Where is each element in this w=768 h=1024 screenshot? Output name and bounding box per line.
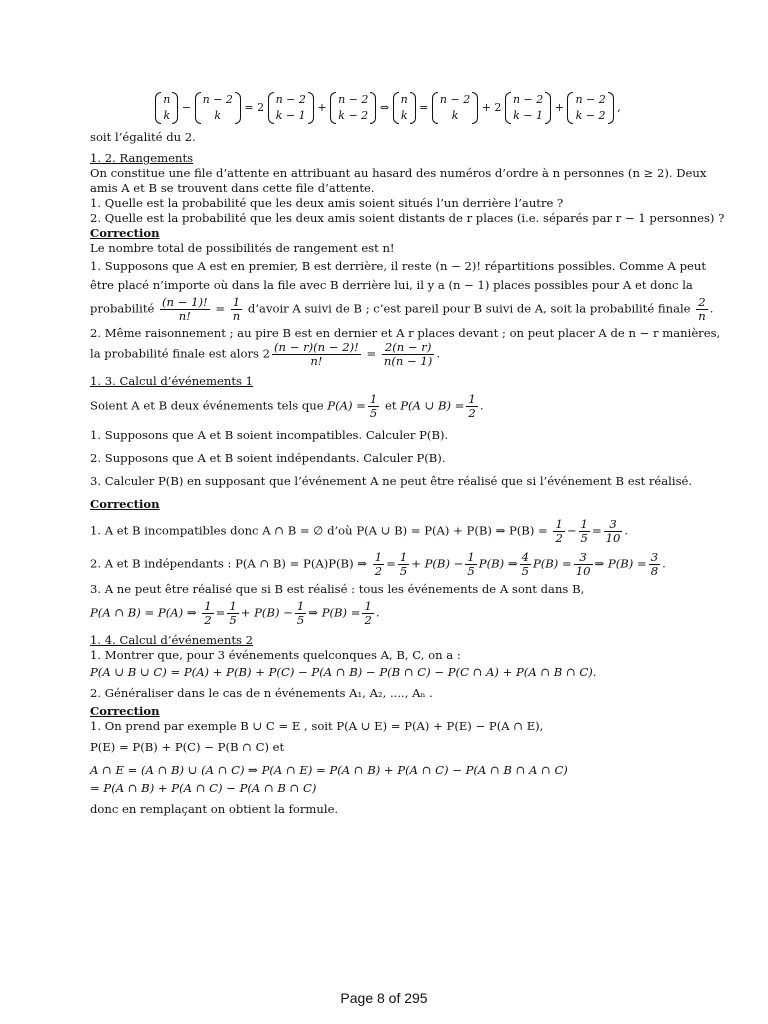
- s13-given: Soient A et B deux événements tels que P(A) = $\frac{1}{5}$ et P(A ∪ B) = $\frac{1}{2}$ .: [90, 392, 484, 420]
- s13-correction-2: 2. A et B indépendants : P(A ∩ B) = P(A)P(B) ⇒ $\frac{1}{2}$ = $\frac{1}{5}$ + P(B) − $\frac{1}{5}$ P(B) ⇒ $\frac{4}{5}$ P(B) = $\frac{3}{10}$ ⇒ P(B) = $\frac{3}{8}$ .: [90, 550, 666, 578]
- s13-correction-3-eq: P(A ∩ B) = P(A) ⇒ $\frac{1}{2}$ = $\frac{1}{5}$ + P(B) − $\frac{1}{5}$ ⇒ P(B) = $\frac{1}{2}$ .: [90, 599, 380, 627]
- s12-answer-1-line-1: 1. Supposons que A est en premier, B est derrière, il reste (n − 2)! répartitions possibles. Comme A peut: [90, 259, 707, 273]
- s13-c1-text: 1. A et B incompatibles donc A ∩ B = ∅ d’où P(A ∪ B) = P(A) + P(B) ⇒ P(B) =: [90, 523, 548, 538]
- s12-answer-2-line-1: 2. Même raisonnement ; au pire B est en dernier et A r places devant ; on peut placer A de n − r manières,: [90, 326, 721, 340]
- s14-question-2: 2. Généraliser dans le cas de n événements A₁, A₂, ...., Aₙ .: [90, 686, 433, 700]
- prob-fraction-1: $\frac{(n - 1)!}{n!}$: [162, 295, 208, 323]
- s13-given-and: et: [384, 398, 397, 413]
- s14-correction-5: donc en remplaçant on obtient la formule.: [90, 802, 339, 816]
- s14-correction-1: 1. On prend par exemple B ∪ C = E , soit P(A ∪ E) = P(A) + P(E) − P(A ∩ E),: [90, 719, 544, 733]
- s13-question-2: 2. Supposons que A et B soient indépendants. Calculer P(B).: [90, 451, 446, 465]
- s12-answer-1-line-2: être placé n’importe où dans la file avec B derrière lui, il y a (n − 1) places possibles pour A et donc la: [90, 278, 693, 292]
- s12-intro-1: On constitue une file d’attente en attribuant au hasard des numéros d’ordre à n personnes (n ≥ 2). Deux: [90, 166, 707, 180]
- s12-a1-prob-label: probabilité: [90, 301, 155, 316]
- section-heading-1-2: 1. 2. Rangements: [90, 151, 194, 165]
- s12-question-1: 1. Quelle est la probabilité que les deux amis soient situés l’un derrière l’autre ?: [90, 196, 564, 210]
- s13-c2-text: 2. A et B indépendants : P(A ∩ B) = P(A)P(B) ⇒: [90, 556, 368, 571]
- binomial-identity: n k − n − 2 k = 2 n − 2 k − 1 + n − 2 k − 2 ⇔ n k = n − 2 k + 2 n − 2 k − 1 + n − 2 k − 2 ,: [90, 92, 686, 124]
- s12-answer-1-line-3: probabilité $\frac{(n - 1)!}{n!}$ = $\frac{1}{n}$ d’avoir A suivi de B ; c’est pareil pour B suivi de A, soit la probabilité finale $\frac{2}{n}$ .: [90, 295, 714, 323]
- prob-fraction-2: $\frac{1}{n}$: [232, 295, 241, 323]
- s12-correction-heading: Correction: [90, 226, 160, 240]
- s14-correction-2: P(E) = P(B) + P(C) − P(B ∩ C) et: [90, 740, 285, 754]
- s14-correction-3: A ∩ E = (A ∩ B) ∪ (A ∩ C) ⇒ P(A ∩ E) = P(A ∩ B) + P(A ∩ C) − P(A ∩ B ∩ A ∩ C): [90, 763, 568, 777]
- s12-a2-label: la probabilité finale est alors: [90, 346, 259, 361]
- s12-a1-tail: d’avoir A suivi de B ; c’est pareil pour B suivi de A, soit la probabilité finale: [247, 301, 691, 316]
- s13-correction-3: 3. A ne peut être réalisé que si B est réalisé : tous les événements de A sont dans B,: [90, 582, 585, 596]
- s12-total: Le nombre total de possibilités de rangement est n!: [90, 241, 395, 255]
- equality-note: soit l’égalité du 2.: [90, 130, 196, 144]
- s13-correction-1: 1. A et B incompatibles donc A ∩ B = ∅ d’où P(A ∪ B) = P(A) + P(B) ⇒ P(B) = $\frac{1}{2}$ − $\frac{1}{5}$ = $\frac{3}{10}$ .: [90, 517, 629, 545]
- s14-question-1: 1. Montrer que, pour 3 événements quelconques A, B, C, on a :: [90, 648, 461, 662]
- prob-fraction-4: $\frac{2(n - r)}{n(n - 1)}$: [383, 340, 433, 368]
- s12-intro-2: amis A et B se trouvent dans cette file d’attente.: [90, 181, 375, 195]
- s14-correction-heading: Correction: [90, 704, 160, 718]
- s14-question-1-eq: P(A ∪ B ∪ C) = P(A) + P(B) + P(C) − P(A ∩ B) − P(B ∩ C) − P(C ∩ A) + P(A ∩ B ∩ C).: [90, 665, 597, 679]
- document-page: [90, 88, 725, 817]
- s13-question-3: 3. Calculer P(B) en supposant que l’événement A ne peut être réalisé que si l’événement B est réalisé.: [90, 474, 693, 488]
- s12-answer-2-line-2: la probabilité finale est alors 2 $\frac{(n - r)(n - 2)!}{n!}$ = $\frac{2(n - r)}{n(n - 1)}$ .: [90, 340, 441, 368]
- section-heading-1-4: 1. 4. Calcul d’événements 2: [90, 633, 254, 647]
- prob-fraction-final: $\frac{2}{n}$: [698, 295, 706, 323]
- page-number: Page 8 of 295: [340, 990, 428, 1006]
- s13-given-text: Soient A et B deux événements tels que: [90, 398, 324, 413]
- section-heading-1-3: 1. 3. Calcul d’événements 1: [90, 374, 254, 388]
- prob-fraction-3: $\frac{(n - r)(n - 2)!}{n!}$: [274, 340, 359, 368]
- s14-correction-4: = P(A ∩ B) + P(A ∩ C) − P(A ∩ B ∩ C): [90, 781, 317, 795]
- s13-question-1: 1. Supposons que A et B soient incompatibles. Calculer P(B).: [90, 428, 449, 442]
- s12-question-2: 2. Quelle est la probabilité que les deux amis soient distants de r places (i.e. séparés par r − 1 personnes) ?: [90, 211, 725, 225]
- s13-correction-heading: Correction: [90, 497, 160, 511]
- s13-c3-eq-text: P(A ∩ B) = P(A) ⇒: [90, 605, 197, 620]
